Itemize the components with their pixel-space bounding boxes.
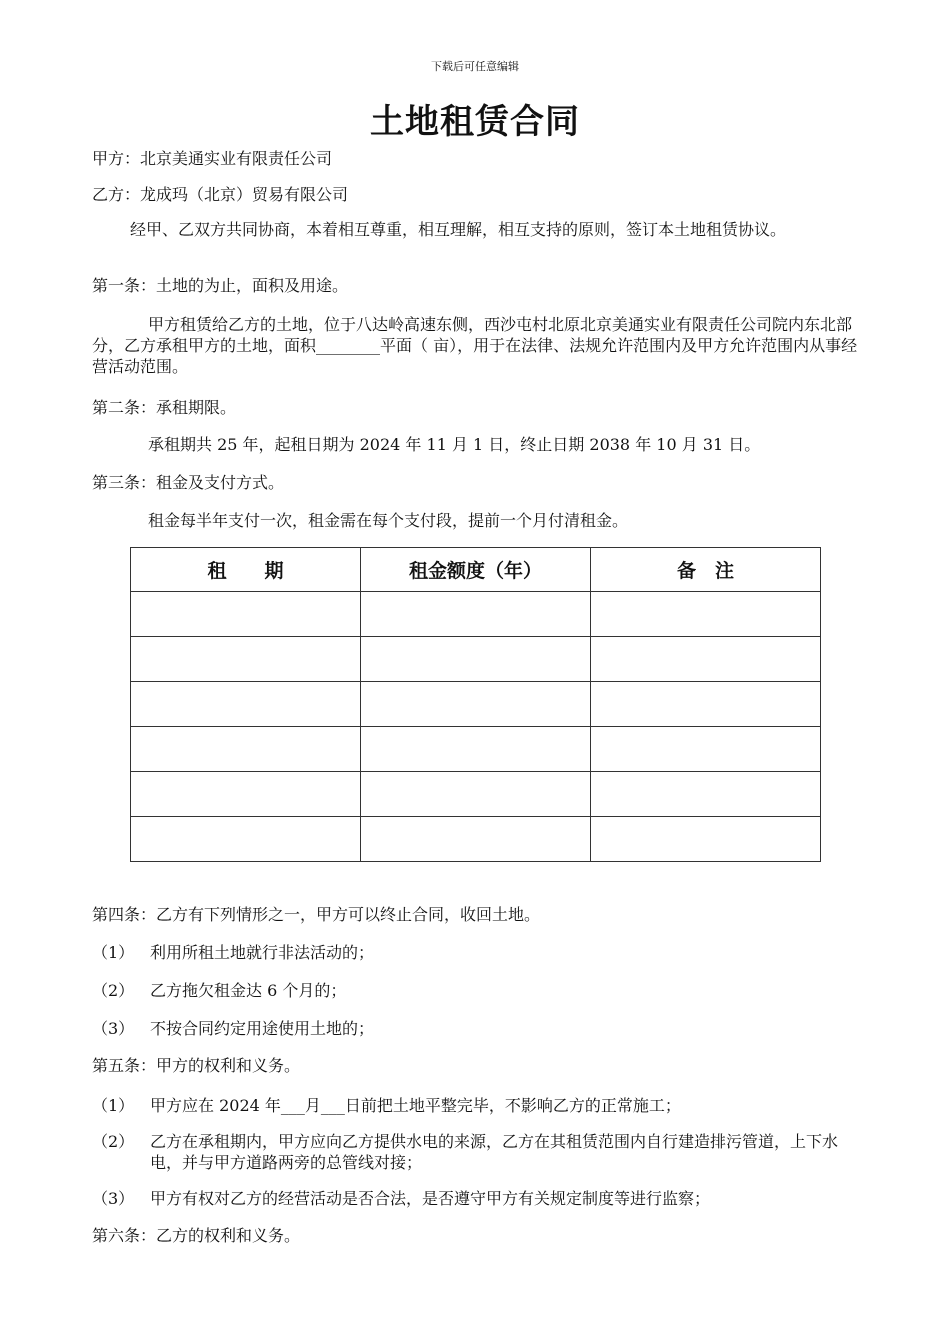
table-cell bbox=[131, 817, 361, 862]
table-row bbox=[131, 772, 821, 817]
item-text: 甲方有权对乙方的经营活动是否合法，是否遵守甲方有关规定制度等进行监察； bbox=[150, 1189, 711, 1208]
party-a: 甲方：北京美通实业有限责任公司 bbox=[92, 149, 333, 168]
article1-body: 甲方租赁给乙方的土地，位于八达岭高速东侧，西沙屯村北原北京美通实业有限责任公司院内东北部分，乙方承租甲方的土地，面积________平面（ 亩），用于在法律、法规允许范围内及甲方允许范围内从事经营活动范围。 bbox=[92, 315, 858, 376]
table-cell bbox=[361, 817, 591, 862]
table-row bbox=[131, 817, 821, 862]
document-title: 土地租赁合同 bbox=[370, 102, 580, 142]
item-number: （1） bbox=[92, 1096, 135, 1115]
intro-paragraph: 经甲、乙双方共同协商，本着相互尊重，相互理解，相互支持的原则，签订本土地租赁协议。 bbox=[130, 220, 787, 239]
rent-table-header-row bbox=[131, 548, 821, 592]
table-row bbox=[131, 682, 821, 727]
item-number: （3） bbox=[92, 1019, 135, 1038]
table-cell bbox=[131, 727, 361, 772]
item-text: 乙方拖欠租金达 6 个月的； bbox=[150, 981, 347, 1000]
table-row bbox=[131, 637, 821, 682]
table-cell bbox=[361, 592, 591, 637]
table-cell bbox=[591, 637, 821, 682]
item-text: 不按合同约定用途使用土地的； bbox=[150, 1019, 375, 1038]
item-text: 甲方应在 2024 年___月___日前把土地平整完毕，不影响乙方的正常施工； bbox=[150, 1096, 681, 1115]
table-cell bbox=[131, 682, 361, 727]
column-header-period: 租 期 bbox=[131, 548, 361, 592]
list-item bbox=[92, 1131, 858, 1175]
table-cell bbox=[591, 727, 821, 772]
list-item bbox=[92, 1095, 858, 1117]
table-cell bbox=[591, 592, 821, 637]
table-row bbox=[131, 727, 821, 772]
item-text: 利用所租土地就行非法活动的； bbox=[150, 943, 375, 962]
item-number: （2） bbox=[92, 1132, 135, 1151]
item-text: 乙方在承租期内，甲方应向乙方提供水电的来源，乙方在其租赁范围内自行建造排污管道，上下水电，并与甲方道路两旁的总管线对接； bbox=[150, 1132, 839, 1172]
list-item bbox=[92, 980, 858, 1002]
table-cell bbox=[361, 772, 591, 817]
item-number: （2） bbox=[92, 981, 135, 1000]
item-number: （1） bbox=[92, 943, 135, 962]
table-row bbox=[131, 592, 821, 637]
article4-heading: 第四条：乙方有下列情形之一，甲方可以终止合同，收回土地。 bbox=[92, 905, 541, 924]
header-note: 下载后可任意编辑 bbox=[431, 60, 519, 73]
list-item bbox=[92, 1188, 858, 1210]
article2-heading: 第二条：承租期限。 bbox=[92, 398, 237, 417]
list-item bbox=[92, 1018, 858, 1040]
table-cell bbox=[591, 682, 821, 727]
article2-body: 承租期共 25 年，起租日期为 2024 年 11 月 1 日，终止日期 2038 年 10 月 31 日。 bbox=[148, 435, 761, 454]
article3-heading: 第三条：租金及支付方式。 bbox=[92, 473, 285, 492]
article3-body: 租金每半年支付一次，租金需在每个支付段，提前一个月付清租金。 bbox=[148, 511, 629, 530]
table-cell bbox=[131, 637, 361, 682]
article6-heading: 第六条：乙方的权利和义务。 bbox=[92, 1226, 301, 1245]
party-b: 乙方：龙成玛（北京）贸易有限公司 bbox=[92, 185, 349, 204]
article1-heading: 第一条：土地的为止，面积及用途。 bbox=[92, 276, 349, 295]
table-cell bbox=[591, 817, 821, 862]
table-cell bbox=[361, 682, 591, 727]
column-header-remarks: 备 注 bbox=[591, 548, 821, 592]
table-cell bbox=[361, 727, 591, 772]
article5-heading: 第五条：甲方的权利和义务。 bbox=[92, 1056, 301, 1075]
table-cell bbox=[131, 772, 361, 817]
rent-table bbox=[130, 547, 821, 862]
table-cell bbox=[591, 772, 821, 817]
list-item bbox=[92, 942, 858, 964]
table-cell bbox=[361, 637, 591, 682]
table-cell bbox=[131, 592, 361, 637]
item-number: （3） bbox=[92, 1189, 135, 1208]
column-header-amount: 租金额度（年） bbox=[361, 548, 591, 592]
